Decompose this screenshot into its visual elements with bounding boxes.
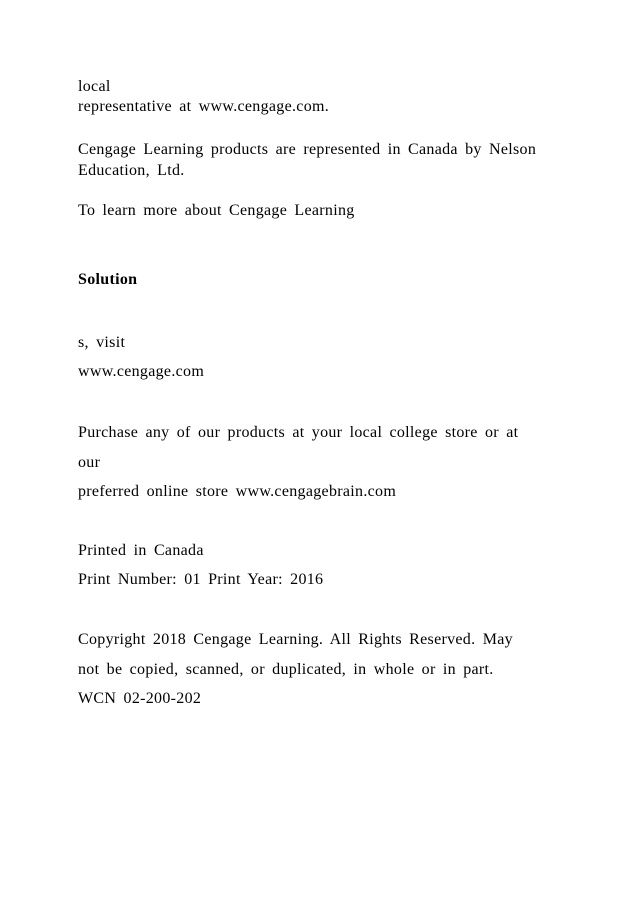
text-line-learn-more: To learn more about Cengage Learning (78, 202, 355, 219)
text-line-visit: s, visit (78, 334, 126, 351)
text-line-not-copied: not be copied, scanned, or duplicated, in whole or in part. (78, 661, 494, 678)
text-line-our: our (78, 454, 101, 471)
text-line-wcn: WCN 02-200-202 (78, 690, 202, 707)
text-line-purchase: Purchase any of our products at your local college store or at (78, 424, 519, 441)
text-line-representative: representative at www.cengage.com. (78, 98, 330, 115)
text-line-local: local (78, 78, 111, 95)
text-line-website: www.cengage.com (78, 363, 205, 380)
text-line-printed: Printed in Canada (78, 542, 204, 559)
solution-heading: Solution (78, 271, 138, 288)
text-line-cengage-products: Cengage Learning products are represented in Canada by Nelson (78, 141, 537, 158)
text-line-preferred-store: preferred online store www.cengagebrain.com (78, 483, 397, 500)
text-line-nelson-education: Education, Ltd. (78, 162, 185, 179)
text-line-copyright: Copyright 2018 Cengage Learning. All Rights Reserved. May (78, 631, 513, 648)
text-line-print-number: Print Number: 01 Print Year: 2016 (78, 571, 324, 588)
